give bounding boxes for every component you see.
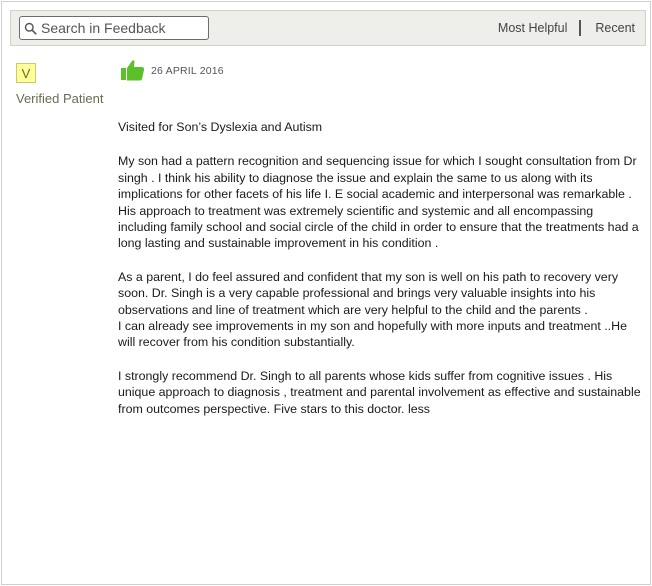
sort-most-helpful[interactable]: Most Helpful — [497, 21, 568, 35]
search-icon — [24, 22, 37, 35]
review-date: 26 APRIL 2016 — [151, 65, 224, 77]
less-link[interactable]: less — [407, 401, 430, 416]
sort-options — [498, 11, 635, 45]
review-content — [118, 119, 644, 434]
feedback-toolbar — [10, 10, 646, 46]
sort-separator — [579, 20, 581, 36]
review-paragraph — [118, 368, 644, 417]
review-paragraph: My son had a pattern recognition and sequencing issue for which I sought consultation from Dr singh . I think his ability to diagnose the issue and explain the same to us along with its implications for other facets of his life I. E social academic and interpersonal was remarkable . His approach to treatment was extremely scientific and systemic and all encompassing including family school and social circle of the child in order to ensure that the treatments had a long lasting and sustainable improvement in his condition . — [118, 154, 639, 251]
review-paragraph: As a parent, I do feel assured and confident that my son is well on his path to recovery very soon. Dr. Singh is a very capable professional and brings very valuable insights into his observations and line of treatment which are very helpful to the child and the parents . I can already see improvements in my son and hopefully with more inputs and treatment ..He will recover from his condition substantially. — [118, 269, 627, 350]
sort-recent[interactable]: Recent — [595, 21, 635, 35]
feedback-panel — [1, 1, 651, 585]
search-placeholder: Search in Feedback — [41, 20, 166, 36]
search-input[interactable] — [19, 16, 209, 40]
review-paragraph-text: I strongly recommend Dr. Singh to all parents whose kids suffer from cognitive issues . His unique approach to diagnosis , treatment and parental involvement as effective and sustainable from outcomes perspective. Five stars to this doctor. — [118, 368, 641, 416]
review-title: Visited for Son’s Dyslexia and Autism — [118, 120, 323, 134]
avatar: V — [16, 63, 36, 83]
thumbs-up-icon — [121, 59, 145, 81]
reviewer-name: Verified Patient — [16, 91, 104, 106]
